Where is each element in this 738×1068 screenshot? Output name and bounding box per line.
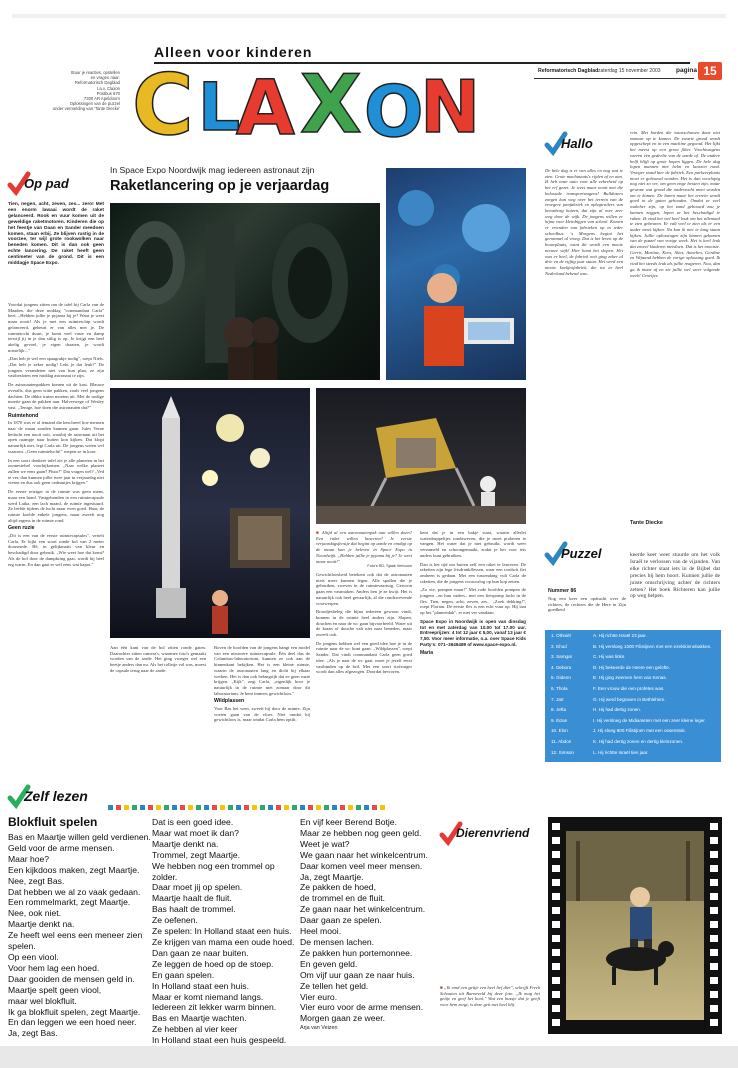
color-dot xyxy=(284,805,289,810)
film-sprocket-hole xyxy=(552,977,560,984)
logo-letter: C xyxy=(132,56,194,154)
story-line: Maartje denkt na. xyxy=(152,838,219,849)
photo-lunar-module xyxy=(316,388,526,524)
color-dot xyxy=(228,805,233,810)
color-dot xyxy=(324,805,329,810)
puzzel-row xyxy=(551,739,715,750)
puzzel-description: B. Hij versloeg 1000 Filistijnen met een ezelskinnebakken. xyxy=(593,643,712,649)
film-sprocket-hole xyxy=(552,963,560,970)
story-line: Maar hoe? xyxy=(8,853,50,864)
color-dot xyxy=(340,805,345,810)
color-dot xyxy=(244,805,249,810)
logo-letter: X xyxy=(300,58,362,151)
op-pad-label xyxy=(8,170,72,198)
photo-caption-text: Altijd al een astronautenpak aan willen doen? Een raket willen lanceren? Je eerste verjaardagsfeestje dat begint op aarde en eindigt op de maan kan je beleven in Space Expo in Noordwijk. „Hebben jullie je pyjama bij je? Je weet maar nooit!" xyxy=(316,530,412,564)
story-line: Daar komen veel meer mensen. xyxy=(300,860,423,871)
claxon-logo-graphic xyxy=(132,52,488,154)
logo-letter: L xyxy=(198,69,241,146)
photo-boy-with-goat xyxy=(566,831,704,1020)
story-line: Ze krijgen van mama een oude hoed. xyxy=(152,936,295,947)
film-sprocket-hole xyxy=(552,893,560,900)
story-line: Vier euro voor de arme mensen. xyxy=(300,1002,424,1013)
article-paragraph: Gewichtloosheid betekent ook dat de astronauten niets meer kunnen legen. Alle spullen die je gebruiken, zweven in de ruimtevaartuig. Gewoon gaan een vastmaken. Anders ben je ze kwijt. Het is natuurlijk ook heel gevaarlijk, al die rondzwevende voorwerpen. xyxy=(316,572,412,606)
address-line: Oplossingen van de puzzel xyxy=(69,101,120,107)
story-line: Ze oefenen. xyxy=(152,915,198,926)
page-label: pagina xyxy=(676,67,697,74)
photo-boy-at-computer xyxy=(386,168,526,380)
puzzel-row xyxy=(551,686,715,697)
dierenvriend-title: Dierenvriend xyxy=(456,826,530,840)
story-line: maar wel blokfluit. xyxy=(8,995,77,1006)
color-dot xyxy=(364,805,369,810)
film-sprocket-hole xyxy=(552,879,560,886)
puzzel-description: F. Een vrouw die een profetes was. xyxy=(593,685,665,691)
story-line: Ze spelen: In Holland staat een huis. xyxy=(152,926,292,937)
story-line: Daar moet jij op spelen. xyxy=(152,882,243,893)
dierenvriend-label xyxy=(440,822,550,848)
puzzel-description: I. Hij versloeg de Midianieten met een zeer kleine leger. xyxy=(593,717,706,723)
puzzel-description: C. Hij was links. xyxy=(593,654,626,660)
story-line: Daar gooiden de mensen geld in. xyxy=(8,973,135,984)
color-dot xyxy=(164,805,169,810)
film-sprocket-hole xyxy=(552,1005,560,1012)
story-line: Ja, zegt Bas. xyxy=(8,1028,58,1039)
color-dot xyxy=(172,805,177,810)
story-line: Een rommelmarkt, zegt Maartje. xyxy=(8,897,131,908)
color-dot xyxy=(380,805,385,810)
puzzel-judge-name: 4. Debora xyxy=(551,664,572,670)
film-sprocket-hole xyxy=(552,1019,560,1026)
puzzel-judge-name: 2. Ehud xyxy=(551,643,567,649)
film-sprocket-hole xyxy=(710,977,718,984)
film-strip-photo xyxy=(548,817,722,1034)
story-line: Ik ga blokfluit spelen, zegt Maartje. xyxy=(8,1006,141,1017)
story-line: En dan leggen we een hoed neer. xyxy=(8,1017,137,1028)
film-sprocket-hole xyxy=(552,851,560,858)
address-line: onder vermelding van 'Tante Diecke' xyxy=(52,106,120,112)
hallo-label xyxy=(545,132,635,158)
article-paragraph: „Zo vie, pompen maar!" Met rode hoofden pompen de jongens –en hun vaders– met een fietspomp lucht in de fles. Tien, negen, acht, zeven, zes... „Zoek dekking!", roept Florian. De eerste fles is een echt vuur op. Hij laat op het "planeetdak", er niet ver vandaan. xyxy=(420,587,526,616)
story-line: Dat hebben we al zo vaak gedaan. xyxy=(8,886,141,897)
color-dot xyxy=(180,805,185,810)
puzzel-judge-name: 7. Jaïr xyxy=(551,696,564,702)
story-line: Bas haalt de trommel. xyxy=(152,904,236,915)
story-line: de trommel en de fluit. xyxy=(300,893,386,904)
puzzel-judge-name: 10. Elon xyxy=(551,728,568,734)
story-line: Bas en Maartje willen geld verdienen. xyxy=(8,832,151,842)
info-box: Space Expo in Noordwijk is open van dinsdag tot en met zaterdag van 10.00 tot 17.00 uur. Entreeprijzen: 4 tot 12 jaar € 5,00, vanaf 13 jaar € 7,50. Voor meer informatie, o.a. over Space Kids Party's: 071–3646489 of www.space-expo.nl. xyxy=(420,618,526,647)
address-line: Reformatorisch Dagblad xyxy=(74,80,120,86)
address-line: en vragen naar: xyxy=(90,75,120,81)
story-column-1 xyxy=(8,832,153,1038)
puzzel-row xyxy=(551,697,715,708)
hallo-signature: Tante Diecke xyxy=(630,520,663,526)
puzzel-judge-name: 3. Samgar xyxy=(551,654,573,660)
puzzel-judge-name: 5. Gideon xyxy=(551,675,571,681)
article-column-3 xyxy=(316,572,412,738)
story-line: Een kijkdoos maken, zegt Maartje. xyxy=(8,864,140,875)
article-paragraph: kent dat je in een bakje staat, waarin allerlei waterdruppeltjes rondzweven, die je moet proberen te vangen. Het water dat je niet gebruikt, wordt weer verzameld en schoongemaakt, zodat je het voor iets anders kunt gebruiken. xyxy=(420,530,526,558)
story-line: Ze hebben al vier keer xyxy=(152,1024,238,1035)
story-line: Dan gaan ze naar buiten. xyxy=(152,947,249,958)
logo-letter: A xyxy=(236,63,295,152)
color-dot xyxy=(260,805,265,810)
photo-rocket-engines xyxy=(110,203,380,380)
article-author: Maria xyxy=(420,650,434,657)
puzzel-side-text: keerde keer weer stuurde om het volk Israël te verlossen van de vijanden. Van elke richter staat iets in de Bijbel dat precies bij hem hoort. Kunnen jullie de juiste omschrijving achter de richters zetten? Het boek Richteren kan jullie op weg helpen. xyxy=(630,552,720,600)
puzzel-description: E. Hij ging zwemen hem van Kenas. xyxy=(593,675,667,681)
tagline: Alleen voor kinderen xyxy=(154,44,313,60)
puzzel-description: A. Hij richtte Israël 23 jaar. xyxy=(593,633,647,638)
article-paragraph: Broodjesbeleg die bijna iedereen gewoon vindt, kunnen in de ruimte heel anders zijn. Slapen, douchen en naar de wc gaan bijvoorbeeld. Water uit de kraan of douche valt niet naar beneden, maar zweeft ook. xyxy=(316,609,412,638)
color-dot xyxy=(132,805,137,810)
puzzel-row xyxy=(551,750,715,761)
logo-letter: O xyxy=(364,71,424,153)
story-line: Morgen gaan ze weer. xyxy=(300,1013,386,1024)
color-dot xyxy=(148,805,153,810)
hallo-title: Hallo xyxy=(561,136,593,151)
claxon-logo xyxy=(132,52,488,154)
article-column-4 xyxy=(420,530,526,738)
puzzel-description: L. Hij richtte Israël tien jaar. xyxy=(593,749,649,755)
film-sprocket-hole xyxy=(710,935,718,942)
top-margin-strip xyxy=(12,14,726,18)
color-dot xyxy=(316,805,321,810)
puzzel-judge-name: 11. Abdon xyxy=(551,738,572,744)
subheading-ruimtehond: Ruimtehond xyxy=(8,412,39,419)
story-line: Vier euro. xyxy=(300,991,338,1002)
op-pad-title: Op pad xyxy=(24,176,69,191)
color-dot xyxy=(156,805,161,810)
color-dot xyxy=(124,805,129,810)
story-column-3 xyxy=(300,817,440,1026)
puzzel-intro: Nog een keer een opdracht over de richters, de rechters die de Here in Zijn goedheid xyxy=(548,596,626,613)
article-column-1 xyxy=(8,302,104,732)
puzzel-description: H. Hij had dertig zonen. xyxy=(593,707,642,713)
puzzel-title: Puzzel xyxy=(561,546,602,561)
puzzel-description: D. Hij bekeerde de Heere een gelofte. xyxy=(593,664,671,670)
puzzel-row xyxy=(551,633,715,644)
story-line: Dat is een goed idee. xyxy=(152,817,234,827)
puzzel-description: G. Hij werd begraven in Bethlehem. xyxy=(593,696,666,702)
article-column-2 xyxy=(110,645,206,737)
film-sprocket-hole xyxy=(710,865,718,872)
address-block xyxy=(24,70,120,112)
story-line: We hebben nog een trommel op zolder. xyxy=(152,860,275,882)
film-sprocket-hole xyxy=(710,949,718,956)
film-sprocket-hole xyxy=(710,1019,718,1026)
film-sprocket-hole xyxy=(552,991,560,998)
newspaper-name: Reformatorisch Dagblad xyxy=(538,68,599,74)
color-dot xyxy=(308,805,313,810)
photo-lunar-module-graphic xyxy=(316,388,526,524)
color-dot xyxy=(236,805,241,810)
color-dot xyxy=(140,805,145,810)
logo-letter: N xyxy=(420,65,481,149)
story-title: Blokfluit spelen xyxy=(8,815,98,829)
color-dot xyxy=(356,805,361,810)
photo-rocket-hall-graphic xyxy=(110,388,310,638)
article-paragraph: De astronautenpakken komen uit de kast. Blauwe overalls, dus geen witte pakken, zoals veel jongens dachten. De dikke truien moeten uit. Met de nodige moeite gaan de pakken aan. Halverwege of Wesley vast. „Tenige, hoe doen die astronauten dat?" xyxy=(8,382,104,410)
dierenvriend-caption: ■ „Ik vind een geitje een heel lief dier", schrijft Freek Schouten uit Barneveld bij deze foto. „Ik mag het geitje en geef het hooi." Wat een bussje dat je geeft voor hem zorgt, is deze geit met heel blij. xyxy=(440,985,540,1008)
color-dot xyxy=(332,805,337,810)
article-paragraph: „Dan heb je wel een spaagrakje nodig", roept Niels. „Dat heb je zeker nodig! Lekt je dat leuk?" De jongens verandeten niet van hun plan, ze zijn vastbesloten een middag astronaut te zijn. xyxy=(8,356,104,379)
zelf-lezen-label xyxy=(8,783,118,811)
photo-boy-graphic xyxy=(386,168,526,380)
story-line: Op een viool. xyxy=(8,951,59,962)
story-line: De mensen lachen. xyxy=(300,936,375,947)
photo-rocket-hall xyxy=(110,388,310,638)
color-dot xyxy=(276,805,281,810)
puzzel-judge-name: 1. Othniël xyxy=(551,633,571,638)
color-dot xyxy=(188,805,193,810)
film-sprocket-hole xyxy=(552,907,560,914)
puzzel-row xyxy=(551,728,715,739)
story-line: Nee, ook niet. xyxy=(8,908,62,919)
story-line: We gaan naar het winkelcentrum. xyxy=(300,849,428,860)
page-number-badge xyxy=(698,62,722,80)
photo-rocket-engines-graphic xyxy=(110,203,380,380)
address-line: 7300 AR Apeldoorn xyxy=(83,96,120,102)
address-line: t.a.v. Claxon xyxy=(97,85,120,91)
puzzel-judge-name: 9. Ibzan xyxy=(551,717,568,723)
article-paragraph: „Dit is een van de eerste ruimtecapsules", vertelt Carla. Er kijkt een soort ronde bol van 2 meter doorsnede. Hé, in gelijkmatis van kleur en beschadigd door gebruik. „Wie weet hoe dat komt? Als de bol door de dampkring gaat, wordt hij heel erg warm. En dan gaat er wel eens wat kapot." xyxy=(8,533,104,567)
puzzel-row xyxy=(551,654,715,665)
story-line: En geven geld. xyxy=(300,958,358,969)
story-line: Iedereen zit lekker warm binnen. xyxy=(152,1002,277,1013)
puzzel-description: K. Hij had dertig zonen en dertig kleinzonen. xyxy=(593,738,684,744)
colored-dot-row xyxy=(108,795,428,801)
film-sprocket-hole xyxy=(552,865,560,872)
film-sprocket-hole xyxy=(710,921,718,928)
puzzel-table xyxy=(545,630,721,762)
color-dot xyxy=(204,805,209,810)
color-dot xyxy=(300,805,305,810)
address-line: Stuur je reacties, opstellen xyxy=(70,70,120,75)
article-paragraph: Voordat jongens zitten om de tafel bij Carla van de Maaden, die deze middag "commandant Carla" heet. „Hebben jullie je pyjama bij je? Want je weet maar nooit! Als je met een ruimteschip wordt gelanceerd, gebeurt er van alles met je. De ruimtetocht duurt, je komt veel vaste en damp terwijl jij in je dan stilig is op. Je krijgt een heel akelig gevoel, je eigen draaien, je wordt misselijk..." xyxy=(8,302,104,353)
puzzel-judge-name: 8. Jefta xyxy=(551,707,567,713)
story-line: Ja, zegt Maartje. xyxy=(300,871,364,882)
dierenvriend-caption-text: „Ik vind een geitje een heel lief dier", schrijft Freek Schouten uit Barneveld bij deze foto. „Ik mag het geitje en geef het hooi." Wat een bussje dat je geeft voor hem zorgt, is deze geit met heel blij. xyxy=(440,985,540,1008)
color-dot xyxy=(212,805,217,810)
article-paragraph: Voor Bas het weet, zweeft hij door de ruimte. Zijn voeten gaan van de vloer. Niet omdat hij gewichtloos is, maar omdat Carla hem optilt. xyxy=(214,706,310,723)
story-line: Maartje haalt de fluit. xyxy=(152,893,232,904)
film-sprocket-hole xyxy=(710,907,718,914)
subheading-geen-ruzie: Geen ruzie xyxy=(8,525,35,532)
story-line: En gaan spelen. xyxy=(152,969,215,980)
color-dot xyxy=(108,805,113,810)
color-dot xyxy=(268,805,273,810)
puzzel-judge-name: 12. Simson xyxy=(551,749,574,755)
film-sprocket-hole xyxy=(552,837,560,844)
story-line: Ze tellen het geld. xyxy=(300,980,369,991)
color-dot xyxy=(372,805,377,810)
article-paragraph: De jongens hebben wel een goed idee hoe je in de ruimte naar de wc kunt gaan. „Wildplassen", roept Sander. Dat vindt commandant Carla geen goed idee. „Als je naar de wc gaat, moet je jezelf eerst vastbinden op de bril. Met een soort stofzuiger wordt dan alles afgezogen. Doordat bevroren. xyxy=(316,640,412,675)
story-line: Voor hem lag een hoed. xyxy=(8,962,100,973)
story-line: Ze leggen de hoed op de stoep. xyxy=(152,958,274,969)
article-paragraph: In 1870 was er al iemand die beschreef hoe mensen naar de maan zouden kunnen gaan. Jules Verne bedacht een nooit ooit, waarbij de astronaut uit het open raampje naar buiten kon kijken. Dat klopt natuurlijk niet, legt Carla uit. De jongens weten wel waarom. „Geen ruimtelucht!" roepen ze in koor. xyxy=(8,420,104,454)
color-dot xyxy=(252,805,257,810)
photo-credit: Foto's RD, Sjaak Verboom xyxy=(367,564,412,569)
puzzel-row xyxy=(551,675,715,686)
film-sprocket-hole xyxy=(710,851,718,858)
issue-date: zaterdag 15 november 2003 xyxy=(598,68,661,74)
story-line: Maartje denkt na. xyxy=(8,919,75,930)
film-sprocket-hole xyxy=(710,823,718,830)
film-sprocket-hole xyxy=(710,1005,718,1012)
article-kicker: In Space Expo Noordwijk mag iedereen astronaut zijn xyxy=(110,165,315,175)
story-line: In Holland staat een huis gespeeld. xyxy=(152,1035,287,1046)
address-line: Postbus 670 xyxy=(96,90,120,96)
story-line: Maar er komt niemand langs. xyxy=(152,991,264,1002)
story-column-2 xyxy=(152,817,302,1046)
story-line: Ze heeft wel eens een meneer zien xyxy=(8,930,143,941)
film-sprocket-hole xyxy=(552,949,560,956)
photo-caption: ■ Altijd al een astronautenpak aan willen doen? Een raket willen lanceren? Je eerste verjaardagsfeestje dat begint op aarde en eindigt op de maan kan je beleven in Space Expo in Noordwijk. „Hebben jullie je pyjama bij je? Je weet maar nooit!" Foto's RD, Sjaak Verboom xyxy=(316,530,412,569)
story-line: Geld voor de arme mensen. xyxy=(8,842,115,853)
article-paragraph: In een soort donkere tafel zie je alle planeten in het zonnestelsel voorbijkomen. „Naar welke planeet zullen we eens gaan? Pluto?" Dat vragen wel? „Ved te ver, dan kunnen jullie twee jaar in verjaardag niet vieren en dus ook geen cadeautjes krijgen." xyxy=(8,457,104,486)
story-line: Weet je wat? xyxy=(300,838,350,849)
zelf-lezen-title: Zelf lezen xyxy=(24,788,88,804)
film-sprocket-hole xyxy=(552,823,560,830)
story-line: Maar wat moet ik dan? xyxy=(152,827,239,838)
article-intro: Tien, negen, acht, zeven, zes... zero! Met een enorm lawaai wordt de raket gelanceerd. Rook en vuur komen uit de geweldige raketmotoren. Kinderen die op het feestje van Daan en Sander meedoen komen, staan erbij. Ze blijven rustig in de voorzee, ter wijl grote rookwolken naar beneden komen. Dit is dan ook geen echte lancering. De raket heeft geen centimeter van de grond. Dit is een middagje Space Expo. xyxy=(8,202,104,267)
story-line: Maar ze hebben nog geen geld. xyxy=(300,827,422,838)
color-dot xyxy=(196,805,201,810)
puzzel-label xyxy=(545,542,635,568)
article-paragraph: Boven de hoofden van de jongens hangt een model van een nieuwere ruimtecapsule. Één deel dus de Columbus-laboratorium, kunnen ze ook aan de binnenkant bekijken. Het is een kleine ruimte, waarin de astronauten lang en dicht bij elkaar werken. Het is dan ook belangrijk dat ze geen ruzie krijgen. „Kijk", zegt Carla, „eigenlijk hoor je natuurlijk in de ruimte niet zomaar door dit laboratorium. Je bent immers gewichtloos." xyxy=(214,645,310,696)
article-paragraph: De eerste reiziger in de ruimte was geen mens, maar een hond. Vastgebonden in een ruimtecapsule werd Laika, een lach maanl, de ruimte ingestuurd. Ze leefde tijdens de lucht maar even goed. Haar, de ruimte koelde enkele jongens, maar zweeft nog altijd ergens in de ruimte rond. xyxy=(8,489,104,523)
film-sprocket-hole xyxy=(710,893,718,900)
color-dot xyxy=(220,805,225,810)
hallo-column-1: De hele dag is er van alles en nog wat te zien. Grote machinaats's rijden af en aan. Ik heb onze auto voor alle zekerheid op het erf gezet. Je weet maar nooit met die kolossale transportwagens! Bulldozers zorgen kun weg over het terrein van de vroegere jamfabriek en oplegtrailers van betonborg huizen, dat zijn al over zeer weg door de wijk. De jongens willen er bijna voor kleinbijgen van school. Komen er vrienden van fabrieken op in ieder schoolbus. ‘s Morgens begint het gerommel al vroeg. Dat is het leven op de bouwplaats, want dit wordt een mooie nieuwe wijk! Hier komt het slopen. Het was er heel, de fabriek ooit ging zeker al drie en de vijftig jaar staan. Het werd een mooie koekjesfabriek, die tot in heel Nederland bekend was. xyxy=(545,168,623,276)
story-line: En vijf keer Berend Botje. xyxy=(300,817,397,827)
film-sprocket-hole xyxy=(710,837,718,844)
article-paragraph: Aan één kant van de bol zitten ronde gaten. Daarachter zitten camera's, waarmee foto's gemaakt worden van de aarde. Het ging vroeger wel een beetje anders dan nu. Als het rolletje vol was, moest de capsule terug naar de aarde. xyxy=(110,645,206,673)
story-line: Heel mooi. xyxy=(300,926,342,937)
subheading-wildplassen: Wildplassen xyxy=(214,698,245,705)
color-dot xyxy=(292,805,297,810)
story-line: Ze pakken de hoed, xyxy=(300,882,376,893)
header-rule xyxy=(534,78,694,79)
story-author: Arja van Veizen xyxy=(300,1025,338,1031)
article-headline: Raketlancering op je verjaardag xyxy=(110,178,330,194)
story-line: Nee, zegt Bas. xyxy=(8,875,65,886)
story-line: Bas en Maartje wachten. xyxy=(152,1013,247,1024)
story-line: Daar gaan ze spelen. xyxy=(300,915,382,926)
page-number: 15 xyxy=(703,64,717,78)
film-sprocket-hole xyxy=(552,935,560,942)
puzzel-judge-name: 6. Thola xyxy=(551,685,568,691)
puzzel-row xyxy=(551,665,715,676)
boy-with-goat-graphic xyxy=(566,831,704,1020)
bottom-margin-strip xyxy=(0,1046,738,1068)
puzzel-number: Nummer 86 xyxy=(548,588,577,594)
color-dot xyxy=(348,805,353,810)
film-sprocket-hole xyxy=(710,963,718,970)
story-line: spelen. xyxy=(8,941,36,952)
story-line: In Holland staat een huis. xyxy=(152,980,249,991)
color-dot xyxy=(116,805,121,810)
story-line: Maartje spelt geen viool, xyxy=(8,984,102,995)
article-paragraph: Dan is het tijd om buiten zelf een raket te lanceren. De raketten zijn lege frisdrankflessen, waar een roodwit fiet omheen is gedaan. Met een tussendang vult Carla de raketten, die de jongens vooroorlog op hun kop zetten. xyxy=(420,561,526,584)
story-line: Ze pakken hun portemonnee. xyxy=(300,947,413,958)
story-line: Om vijf uur gaan ze naar huis. xyxy=(300,969,415,980)
puzzel-row xyxy=(551,644,715,655)
story-line: Trommel, zegt Maartje. xyxy=(152,849,241,860)
film-sprocket-hole xyxy=(552,921,560,928)
story-line: Ze gaan naar het winkelcentrum. xyxy=(300,904,426,915)
puzzel-row xyxy=(551,718,715,729)
puzzel-description: J. Hij sloeg 600 Filistijnen met een ossenstok. xyxy=(593,728,686,734)
puzzel-row xyxy=(551,707,715,718)
hallo-column-2: rein. Met borden die waarschuwen daar niet zomaar op te komen. De zwarte grond wordt opgeschept en in een machine gegooid. Het lijkt het meest op een groot filter. Vrachtwagens voeren een gedeelte van de aarde af. De andere helft blijft op grote hopen liggen. De hele dag lopen mannen met helm en laarzen rond. Vroeger stond hier de fabriek. Een parkeerplaats moet er gebouwd worden. Het is dan voorlopig nog niet zo ver, om geen enge bessen zijn, maar gewone wat grond die onderzocht moet worden om te komen. De buren maar het terrein wordt goed in de gaten gehouden. Omdat ze veel wakeher zijn, op het zand gebouwd zou je kunnen zeggen, lopen ze het beschadigd te raken. Ik vind het wel heel leuk om het allemaal te zien gebeuren. Er valt veel te zien als er een ander moet kijken. Na kan ik niet te lang staan kijken. Jullie oplossingen zijn binnen gekomen van de puzzel van vorige week. Het is heel leuk dat zoveel kinderen meedoen. Dat is het mooiste. Gerrit, Martine, Kees, Alies, Annelies, Gerdine en Wijnand hebben de vorige oplossing goed. Ik vind het steeds leuk als jullie reageren. Nou, dan ga ik maar af en zie jullie wel weer volgende week! Groetjes. xyxy=(630,130,720,278)
film-sprocket-hole xyxy=(710,879,718,886)
article-column-2b xyxy=(214,645,310,737)
film-sprocket-hole xyxy=(710,991,718,998)
